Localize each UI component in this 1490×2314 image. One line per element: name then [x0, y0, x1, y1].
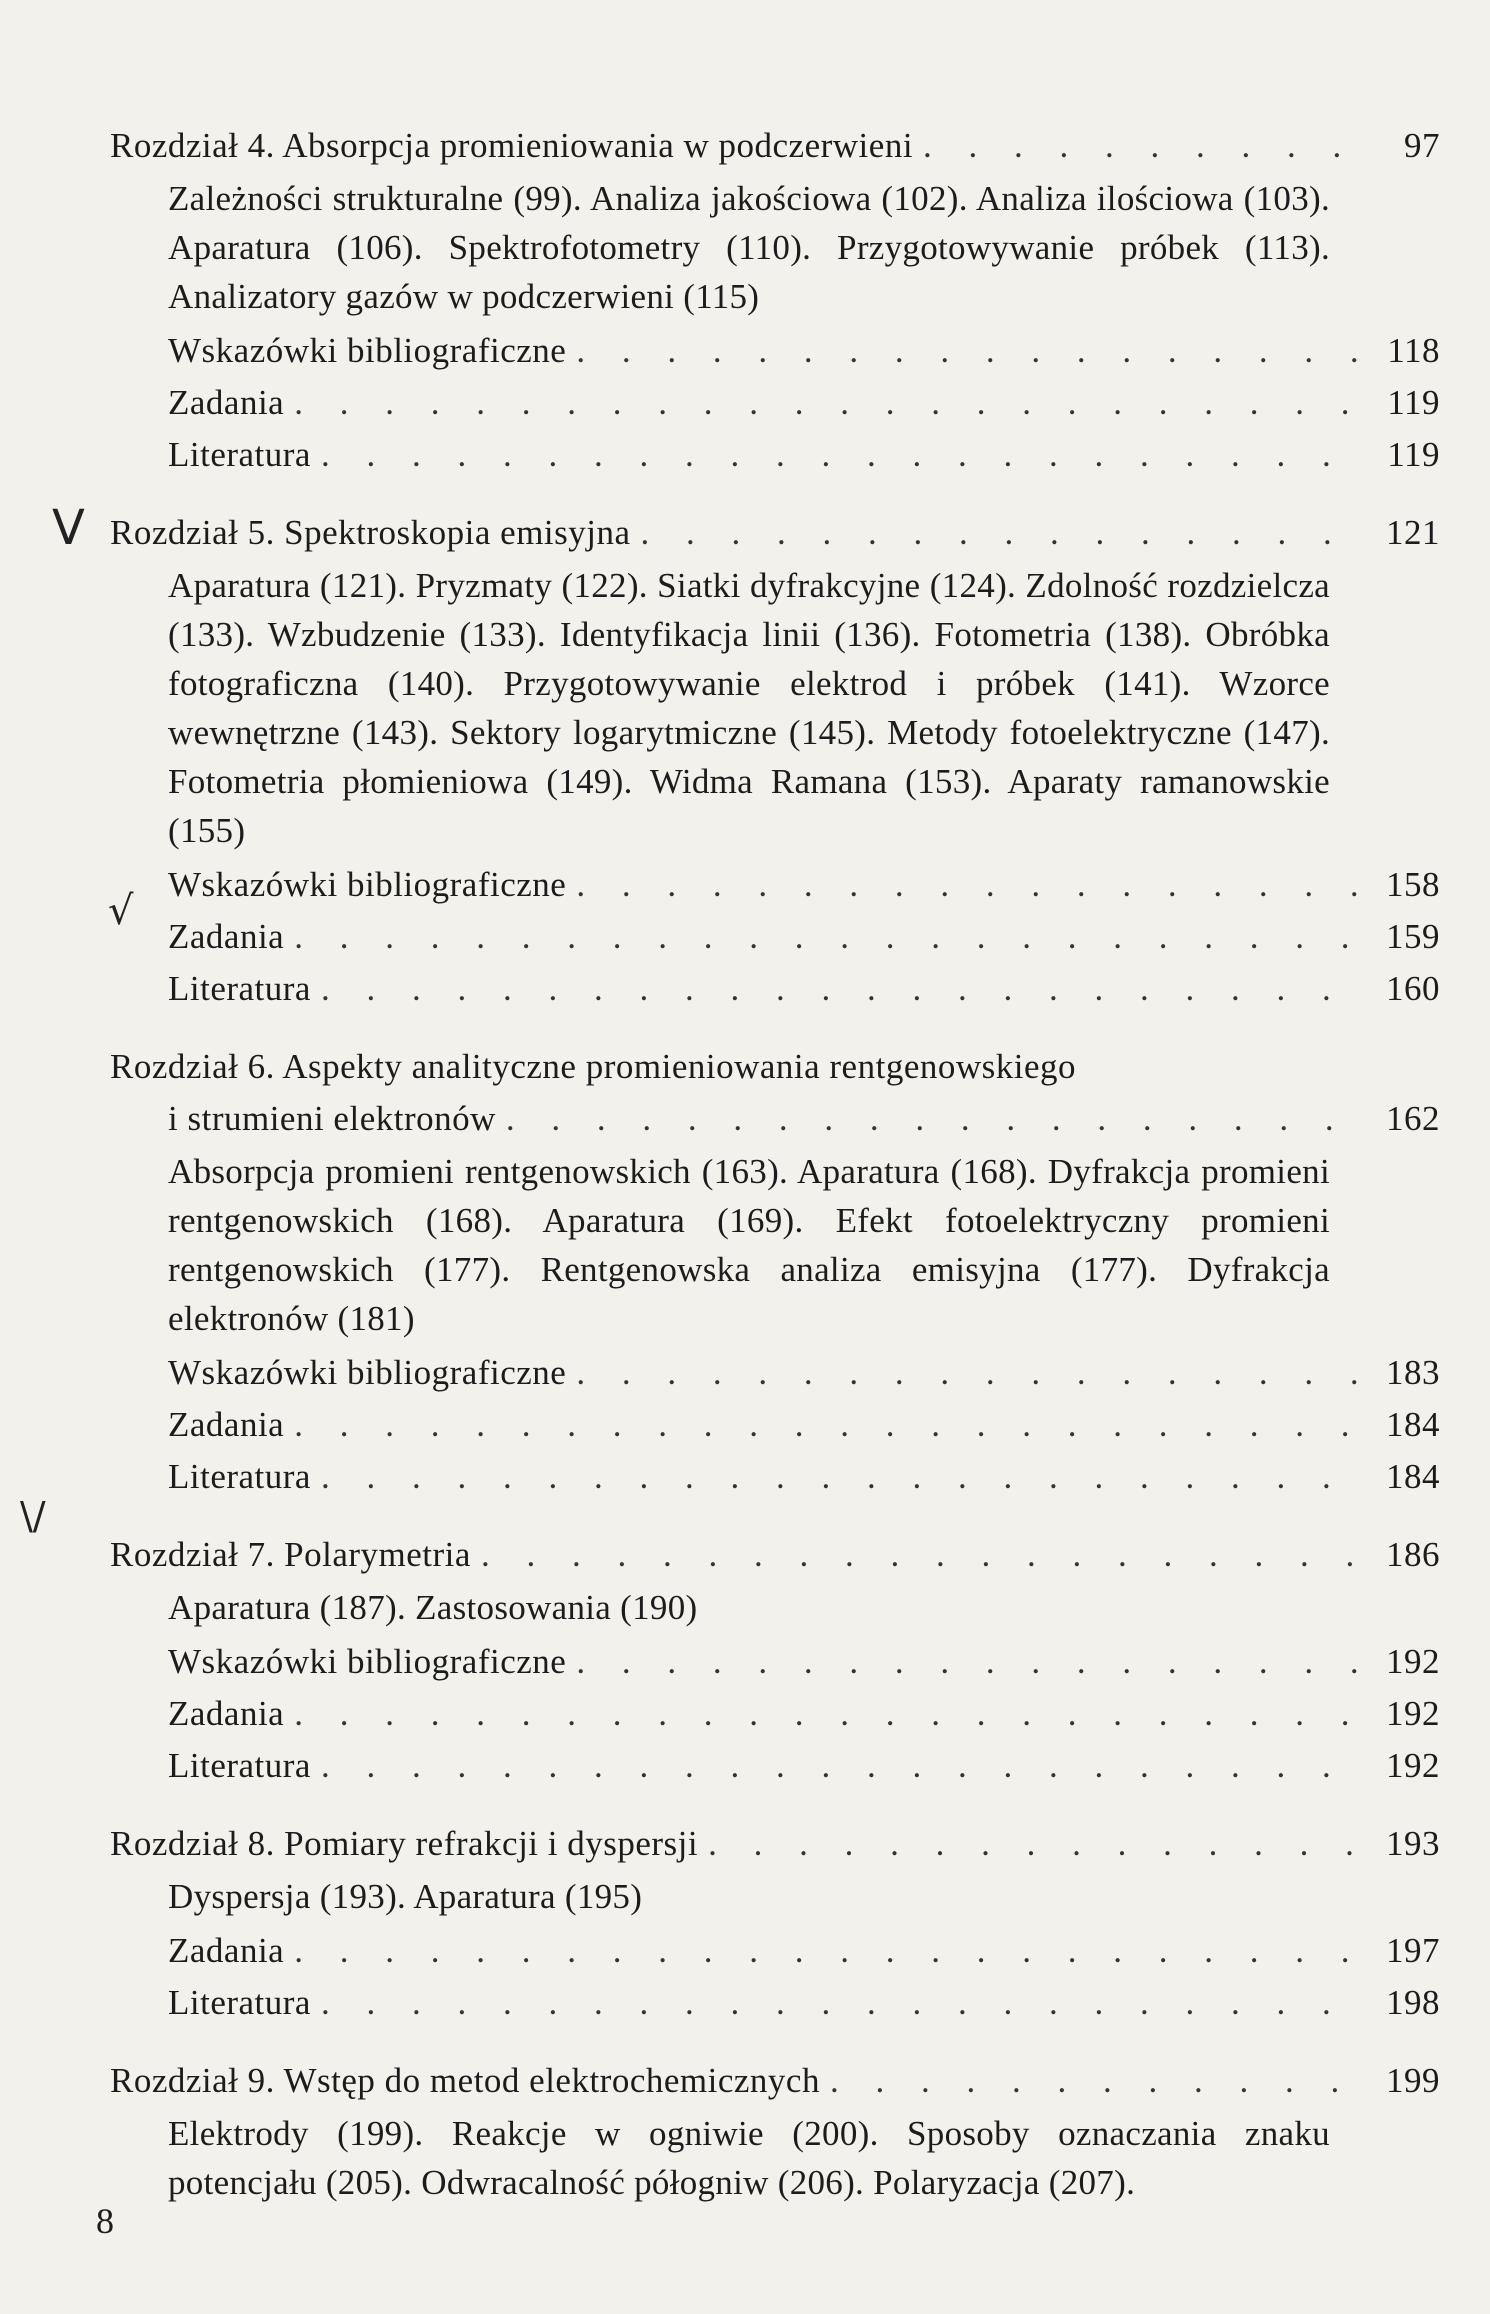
entry-label: Wskazówki bibliograficzne	[168, 865, 567, 904]
chapter-heading[interactable]	[110, 1041, 1440, 1093]
page-ref: 97	[1404, 126, 1440, 165]
chapter-heading[interactable]	[110, 120, 1440, 172]
page-ref: 184	[1386, 1405, 1440, 1444]
page-ref: 162	[1386, 1099, 1440, 1138]
leader-dots	[576, 1636, 1360, 1688]
entry-label: Zadania	[168, 1694, 285, 1733]
chapter-6	[110, 1041, 1440, 1503]
page-ref: 121	[1386, 513, 1440, 552]
toc-entry[interactable]	[110, 963, 1440, 1015]
toc-entry[interactable]	[110, 859, 1440, 911]
chapter-description: Absorpcja promieni rentgenowskich (163). Aparatura (168). Dyfrakcja promieni rentgenowskich (168). Aparatura (169). Efekt fotoelektryczny promieni rentgenowskich (177). Rentgenowska analiza emisyjna (177). Dyfrakcja elektronów (181)	[168, 1152, 1330, 1338]
chapter-title: Rozdział 7. Polarymetria	[110, 1535, 471, 1574]
chapter-description: Aparatura (121). Pryzmaty (122). Siatki dyfrakcyjne (124). Zdolność rozdzielcza (133). Wzbudzenie (133). Identyfikacja linii (136). Fotometria (138). Obróbka fotograficzna (140). Przygotowywanie elektrod i próbek (141). Wzorce wewnętrzne (143). Sektory logarytmiczne (145). Metody fotoelektryczne (147). Fotometria płomieniowa (149). Widma Ramana (153). Aparaty ramanowskie (155)	[168, 566, 1330, 850]
leader-dots	[506, 1093, 1360, 1145]
toc-entry[interactable]	[110, 911, 1440, 963]
entry-label: Literatura	[168, 1457, 311, 1496]
entry-label: Literatura	[168, 1746, 311, 1785]
leader-dots	[830, 2055, 1360, 2107]
chapter-title: Rozdział 5. Spektroskopia emisyjna	[110, 513, 631, 552]
page-ref: 197	[1386, 1931, 1440, 1970]
page-ref: 193	[1386, 1824, 1440, 1863]
toc-entry[interactable]	[110, 1636, 1440, 1688]
toc-entry[interactable]	[110, 1740, 1440, 1792]
pencil-check-mark: V	[52, 500, 85, 556]
entry-label: Literatura	[168, 1983, 311, 2022]
leader-dots	[576, 325, 1360, 377]
leader-dots	[321, 1977, 1360, 2029]
page-ref: 118	[1387, 331, 1440, 370]
leader-dots	[294, 377, 1360, 429]
entry-label: Zadania	[168, 917, 285, 956]
toc-entry[interactable]	[110, 1399, 1440, 1451]
toc-entry[interactable]	[110, 1451, 1440, 1503]
page-number: 8	[96, 2201, 114, 2241]
entry-label: Literatura	[168, 969, 311, 1008]
chapter-title: Rozdział 8. Pomiary refrakcji i dyspersji	[110, 1824, 699, 1863]
page-ref: 186	[1386, 1535, 1440, 1574]
chapter-title-cont: i strumieni elektronów	[168, 1099, 496, 1138]
leader-dots	[294, 1925, 1360, 1977]
pencil-check-mark: \/	[20, 1494, 46, 1538]
entry-label: Literatura	[168, 435, 311, 474]
leader-dots	[708, 1818, 1360, 1870]
leader-dots	[294, 1399, 1360, 1451]
page-ref: 158	[1386, 865, 1440, 904]
chapter-8	[110, 1818, 1440, 2029]
chapter-4	[110, 120, 1440, 481]
toc-entry[interactable]	[110, 429, 1440, 481]
toc-entry[interactable]	[110, 1688, 1440, 1740]
leader-dots	[576, 859, 1360, 911]
toc-entry[interactable]	[110, 1925, 1440, 1977]
page-ref: 119	[1387, 435, 1440, 474]
chapter-heading[interactable]	[110, 507, 1440, 559]
page-ref: 199	[1386, 2061, 1440, 2100]
entry-label: Zadania	[168, 383, 285, 422]
toc-entry[interactable]	[110, 1347, 1440, 1399]
chapter-description: Aparatura (187). Zastosowania (190)	[168, 1588, 698, 1627]
leader-dots	[321, 429, 1360, 481]
page-ref: 192	[1386, 1694, 1440, 1733]
chapter-9	[110, 2055, 1440, 2207]
chapter-title: Rozdział 6. Aspekty analityczne promieniowania rentgenowskiego	[110, 1047, 1077, 1086]
chapter-heading[interactable]	[110, 1818, 1440, 1870]
entry-label: Wskazówki bibliograficzne	[168, 1642, 567, 1681]
leader-dots	[294, 911, 1360, 963]
page-ref: 192	[1386, 1642, 1440, 1681]
page-ref: 160	[1386, 969, 1440, 1008]
page-ref: 183	[1386, 1353, 1440, 1392]
entry-label: Wskazówki bibliograficzne	[168, 331, 567, 370]
page-ref: 198	[1386, 1983, 1440, 2022]
table-of-contents	[110, 120, 1440, 2233]
entry-label: Zadania	[168, 1931, 285, 1970]
toc-entry[interactable]	[110, 1977, 1440, 2029]
page-ref: 192	[1386, 1746, 1440, 1785]
chapter-title: Rozdział 9. Wstęp do metod elektrochemicznych	[110, 2061, 820, 2100]
chapter-5	[110, 507, 1440, 1015]
toc-entry[interactable]	[110, 325, 1440, 377]
chapter-heading[interactable]	[110, 1529, 1440, 1581]
chapter-7	[110, 1529, 1440, 1792]
leader-dots	[641, 507, 1360, 559]
leader-dots	[481, 1529, 1360, 1581]
leader-dots	[923, 120, 1360, 172]
page-ref: 119	[1387, 383, 1440, 422]
entry-label: Zadania	[168, 1405, 285, 1444]
chapter-heading-continuation[interactable]	[110, 1093, 1440, 1145]
leader-dots	[321, 1740, 1360, 1792]
entry-label: Wskazówki bibliograficzne	[168, 1353, 567, 1392]
chapter-title: Rozdział 4. Absorpcja promieniowania w podczerwieni	[110, 126, 914, 165]
chapter-description: Zależności strukturalne (99). Analiza jakościowa (102). Analiza ilościowa (103). Aparatura (106). Spektrofotometry (110). Przygotowywanie próbek (113). Analizatory gazów w podczerwieni (115)	[168, 179, 1330, 316]
leader-dots	[321, 1451, 1360, 1503]
page-ref: 159	[1386, 917, 1440, 956]
chapter-description: Elektrody (199). Reakcje w ogniwie (200). Sposoby oznaczania znaku potencjału (205). Odwracalność półogniw (206). Polaryzacja (207).	[168, 2114, 1330, 2202]
leader-dots	[294, 1688, 1360, 1740]
toc-entry[interactable]	[110, 377, 1440, 429]
pencil-check-mark: √	[108, 888, 134, 934]
chapter-heading[interactable]	[110, 2055, 1440, 2107]
page-ref: 184	[1386, 1457, 1440, 1496]
chapter-description: Dyspersja (193). Aparatura (195)	[168, 1877, 643, 1916]
leader-dots	[321, 963, 1360, 1015]
leader-dots	[576, 1347, 1360, 1399]
